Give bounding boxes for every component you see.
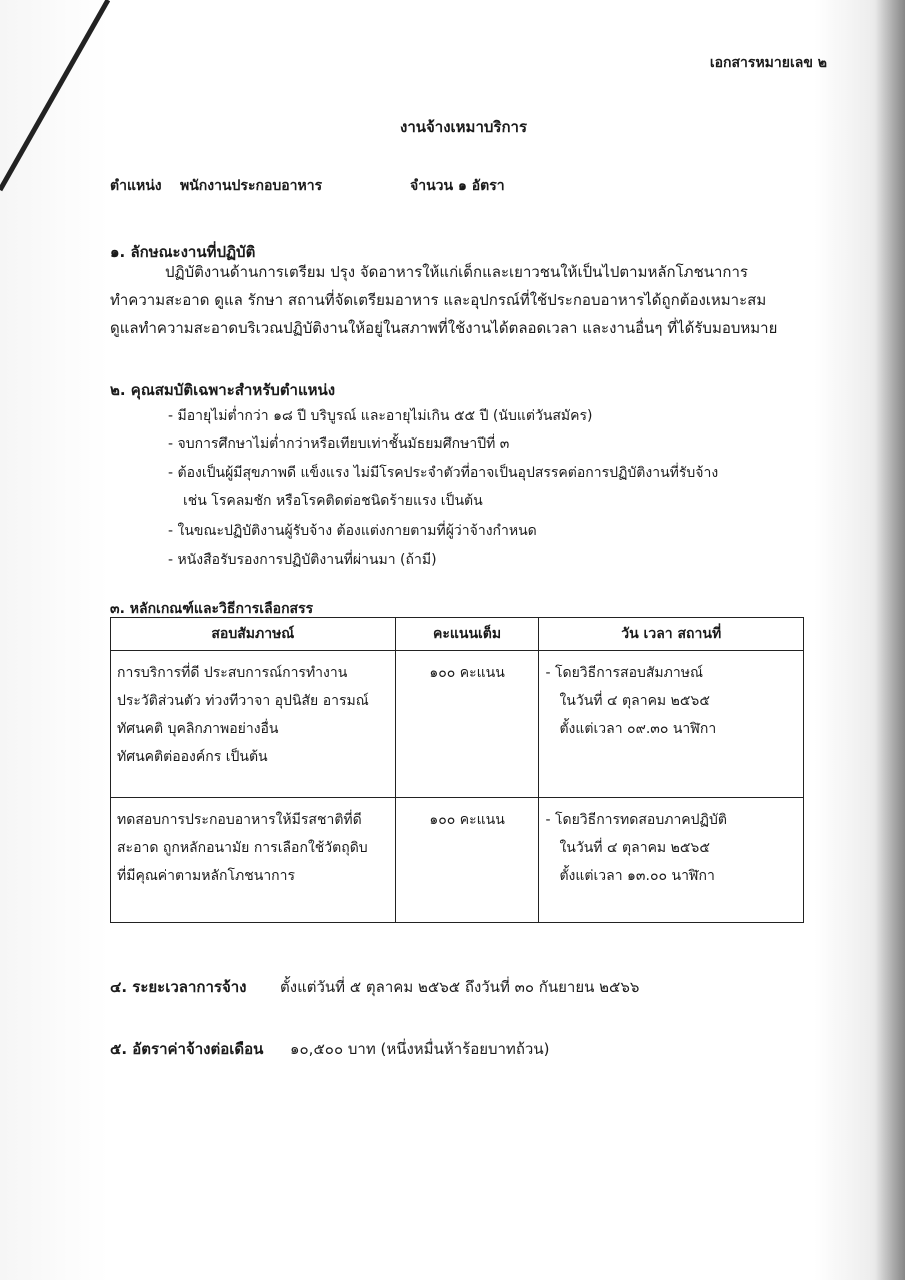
topic-line: ทดสอบการประกอบอาหารให้มีรสชาติที่ดี [117, 812, 362, 828]
section5-value: ๑๐,๕๐๐ บาท (หนึ่งหมื่นห้าร้อยบาทถ้วน) [290, 1040, 550, 1058]
criteria-topic [111, 798, 396, 923]
section5-heading: ๕. อัตราค่าจ้างต่อเดือน [110, 1040, 264, 1058]
topic-line: ที่มีคุณค่าตามหลักโภชนาการ [117, 868, 296, 884]
section4-value: ตั้งแต่วันที่ ๕ ตุลาคม ๒๕๖๕ ถึงวันที่ ๓๐ กันยายน ๒๕๖๖ [280, 978, 640, 996]
schedule-line: ตั้งแต่เวลา ๐๙.๓๐ นาฬิกา [559, 721, 717, 737]
section1-line: ดูแลทำความสะอาดบริเวณปฏิบัติงานให้อยู่ในสภาพที่ใช้งานได้ตลอดเวลา และงานอื่นๆ ที่ได้รับมอบหมาย [110, 319, 778, 337]
schedule-line: ในวันที่ ๔ ตุลาคม ๒๕๖๕ [559, 840, 710, 856]
topic-line: การบริการที่ดี ประสบการณ์การทำงาน [117, 665, 348, 681]
criteria-score: ๑๐๐ คะแนน [395, 651, 539, 798]
qualification-item: - ต้องเป็นผู้มีสุขภาพดี แข็งแรง ไม่มีโรคประจำตัวที่อาจเป็นอุปสรรคต่อการปฏิบัติงานที่รับจ้าง [168, 465, 719, 481]
qualification-item: - หนังสือรับรองการปฏิบัติงานที่ผ่านมา (ถ้ามี) [168, 552, 437, 568]
qualification-item: - มีอายุไม่ต่ำกว่า ๑๘ ปี บริบูรณ์ และอายุไม่เกิน ๕๕ ปี (นับแต่วันสมัคร) [168, 408, 593, 424]
position-count: จำนวน ๑ อัตรา [410, 178, 505, 194]
section2-heading: ๒. คุณสมบัติเฉพาะสำหรับตำแหน่ง [110, 381, 336, 399]
schedule-line: ตั้งแต่เวลา ๑๓.๐๐ นาฬิกา [559, 868, 715, 884]
schedule-line: - โดยวิธีการสอบสัมภาษณ์ [545, 665, 703, 681]
schedule-line: ในวันที่ ๔ ตุลาคม ๒๕๖๕ [559, 693, 710, 709]
position-value: พนักงานประกอบอาหาร [180, 178, 323, 194]
table-row [111, 651, 804, 798]
position-label: ตำแหน่ง [110, 178, 162, 194]
page-title: งานจ้างเหมาบริการ [400, 118, 528, 136]
schedule-line: - โดยวิธีการทดสอบภาคปฏิบัติ [545, 812, 727, 828]
qualification-item: เช่น โรคลมชัก หรือโรคติดต่อชนิดร้ายแรง เป็นต้น [183, 493, 483, 509]
qualification-item: - ในขณะปฏิบัติงานผู้รับจ้าง ต้องแต่งกายตามที่ผู้ว่าจ้างกำหนด [168, 523, 537, 539]
table-header-row [111, 618, 804, 651]
topic-line: ประวัติส่วนตัว ท่วงทีวาจา อุปนิสัย อารมณ์ [117, 693, 369, 709]
section4-heading: ๔. ระยะเวลาการจ้าง [110, 978, 247, 996]
section1-line: ทำความสะอาด ดูแล รักษา สถานที่จัดเตรียมอาหาร และอุปกรณ์ที่ใช้ประกอบอาหารได้ถูกต้องเหมาะสม [110, 291, 767, 309]
header-date-time-place: วัน เวลา สถานที่ [539, 618, 804, 651]
header-interview: สอบสัมภาษณ์ [111, 618, 396, 651]
document-number: เอกสารหมายเลข ๒ [709, 55, 827, 71]
criteria-schedule [539, 651, 804, 798]
page-edge-shadow [875, 0, 905, 1280]
section1-heading: ๑. ลักษณะงานที่ปฏิบัติ [110, 243, 256, 261]
criteria-topic [111, 651, 396, 798]
section1-line: ปฏิบัติงานด้านการเตรียม ปรุง จัดอาหารให้แก่เด็กและเยาวชนให้เป็นไปตามหลักโภชนาการ [165, 263, 748, 281]
section3-heading: ๓. หลักเกณฑ์และวิธีการเลือกสรร [110, 601, 314, 617]
selection-criteria-table [110, 617, 804, 923]
qualification-item: - จบการศึกษาไม่ต่ำกว่าหรือเทียบเท่าชั้นมัธยมศึกษาปีที่ ๓ [168, 436, 510, 452]
table-row [111, 798, 804, 923]
scan-edge-line [0, 0, 110, 200]
header-full-score: คะแนนเต็ม [395, 618, 539, 651]
topic-line: สะอาด ถูกหลักอนามัย การเลือกใช้วัตถุดิบ [117, 840, 368, 856]
criteria-schedule [539, 798, 804, 923]
topic-line: ทัศนคติ บุคลิกภาพอย่างอื่น [117, 721, 279, 737]
criteria-score: ๑๐๐ คะแนน [395, 798, 539, 923]
topic-line: ทัศนคติต่อองค์กร เป็นต้น [117, 749, 268, 765]
